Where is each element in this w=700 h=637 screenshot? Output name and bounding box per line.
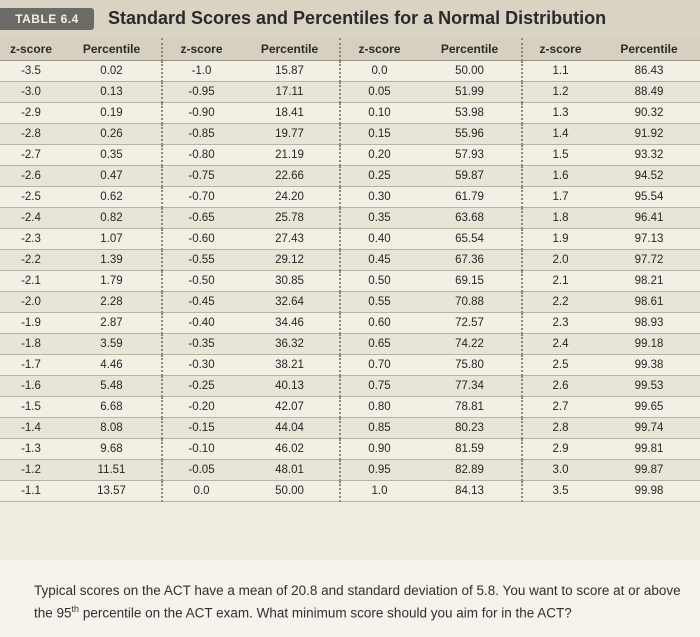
z-score-cell: 2.3 xyxy=(522,313,598,334)
table-row xyxy=(0,439,700,460)
percentile-cell: 0.47 xyxy=(62,166,162,187)
z-score-cell: 2.9 xyxy=(522,439,598,460)
table-row xyxy=(0,145,700,166)
table-row xyxy=(0,124,700,145)
z-score-cell: 2.6 xyxy=(522,376,598,397)
percentile-cell: 29.12 xyxy=(240,250,340,271)
percentile-cell: 1.79 xyxy=(62,271,162,292)
table-row xyxy=(0,481,700,502)
table-number-badge: TABLE 6.4 xyxy=(0,8,94,30)
table-row xyxy=(0,355,700,376)
z-score-cell: 0.65 xyxy=(340,334,418,355)
question-superscript: th xyxy=(71,604,80,614)
percentile-header: Percentile xyxy=(418,38,522,61)
percentile-cell: 38.21 xyxy=(240,355,340,376)
z-score-cell: 0.25 xyxy=(340,166,418,187)
percentile-cell: 86.43 xyxy=(598,61,700,82)
percentile-cell: 82.89 xyxy=(418,460,522,481)
z-score-cell: -2.7 xyxy=(0,145,62,166)
percentile-cell: 99.38 xyxy=(598,355,700,376)
z-score-cell: 2.4 xyxy=(522,334,598,355)
z-score-header: z-score xyxy=(522,38,598,61)
table-title: Standard Scores and Percentiles for a Normal Distribution xyxy=(108,8,607,28)
z-score-cell: -3.5 xyxy=(0,61,62,82)
z-score-cell: -1.6 xyxy=(0,376,62,397)
table-row xyxy=(0,187,700,208)
percentile-cell: 98.93 xyxy=(598,313,700,334)
percentile-cell: 98.61 xyxy=(598,292,700,313)
percentile-cell: 65.54 xyxy=(418,229,522,250)
percentile-header: Percentile xyxy=(240,38,340,61)
z-score-cell: -0.45 xyxy=(162,292,240,313)
z-score-cell: -2.4 xyxy=(0,208,62,229)
percentile-cell: 11.51 xyxy=(62,460,162,481)
table-row xyxy=(0,292,700,313)
percentile-cell: 55.96 xyxy=(418,124,522,145)
z-score-cell: -2.5 xyxy=(0,187,62,208)
z-score-cell: 2.0 xyxy=(522,250,598,271)
percentile-cell: 13.57 xyxy=(62,481,162,502)
percentile-cell: 0.19 xyxy=(62,103,162,124)
z-score-cell: 0.35 xyxy=(340,208,418,229)
z-score-cell: -2.8 xyxy=(0,124,62,145)
z-score-cell: 0.70 xyxy=(340,355,418,376)
percentile-cell: 0.82 xyxy=(62,208,162,229)
percentile-cell: 99.87 xyxy=(598,460,700,481)
z-score-cell: -0.75 xyxy=(162,166,240,187)
percentile-cell: 93.32 xyxy=(598,145,700,166)
percentile-cell: 99.81 xyxy=(598,439,700,460)
table-row xyxy=(0,61,700,82)
percentile-cell: 25.78 xyxy=(240,208,340,229)
percentile-cell: 67.36 xyxy=(418,250,522,271)
z-score-cell: -1.3 xyxy=(0,439,62,460)
normal-distribution-table xyxy=(0,38,700,502)
z-score-cell: -2.0 xyxy=(0,292,62,313)
z-score-cell: -0.90 xyxy=(162,103,240,124)
percentile-cell: 77.34 xyxy=(418,376,522,397)
z-score-cell: -2.1 xyxy=(0,271,62,292)
question-area xyxy=(0,560,700,637)
z-score-cell: 3.5 xyxy=(522,481,598,502)
z-score-cell: -0.70 xyxy=(162,187,240,208)
table-row xyxy=(0,250,700,271)
z-score-cell: 1.1 xyxy=(522,61,598,82)
percentile-cell: 21.19 xyxy=(240,145,340,166)
z-score-cell: 0.55 xyxy=(340,292,418,313)
z-score-cell: 0.05 xyxy=(340,82,418,103)
percentile-cell: 78.81 xyxy=(418,397,522,418)
percentile-cell: 61.79 xyxy=(418,187,522,208)
percentile-cell: 5.48 xyxy=(62,376,162,397)
column-header-row xyxy=(0,38,700,61)
z-score-cell: 1.7 xyxy=(522,187,598,208)
z-score-cell: -0.40 xyxy=(162,313,240,334)
percentile-cell: 59.87 xyxy=(418,166,522,187)
z-score-header: z-score xyxy=(0,38,62,61)
percentile-cell: 57.93 xyxy=(418,145,522,166)
z-score-cell: 1.5 xyxy=(522,145,598,166)
percentile-header: Percentile xyxy=(598,38,700,61)
percentile-cell: 0.13 xyxy=(62,82,162,103)
z-score-cell: -1.9 xyxy=(0,313,62,334)
percentile-cell: 51.99 xyxy=(418,82,522,103)
percentile-cell: 2.28 xyxy=(62,292,162,313)
percentile-cell: 90.32 xyxy=(598,103,700,124)
percentile-cell: 80.23 xyxy=(418,418,522,439)
z-score-cell: -0.50 xyxy=(162,271,240,292)
table-row xyxy=(0,166,700,187)
z-score-cell: 0.60 xyxy=(340,313,418,334)
table-container xyxy=(0,38,700,560)
percentile-cell: 46.02 xyxy=(240,439,340,460)
table-row xyxy=(0,82,700,103)
z-score-cell: -0.85 xyxy=(162,124,240,145)
z-score-cell: 0.40 xyxy=(340,229,418,250)
z-score-cell: 2.2 xyxy=(522,292,598,313)
z-score-cell: -1.0 xyxy=(162,61,240,82)
table-row xyxy=(0,376,700,397)
table-row xyxy=(0,103,700,124)
percentile-cell: 30.85 xyxy=(240,271,340,292)
percentile-cell: 72.57 xyxy=(418,313,522,334)
percentile-cell: 74.22 xyxy=(418,334,522,355)
table-row xyxy=(0,271,700,292)
z-score-cell: -0.05 xyxy=(162,460,240,481)
z-score-cell: 0.30 xyxy=(340,187,418,208)
percentile-cell: 97.72 xyxy=(598,250,700,271)
z-score-cell: -0.25 xyxy=(162,376,240,397)
z-score-cell: 0.50 xyxy=(340,271,418,292)
percentile-cell: 6.68 xyxy=(62,397,162,418)
percentile-cell: 2.87 xyxy=(62,313,162,334)
percentile-cell: 44.04 xyxy=(240,418,340,439)
z-score-cell: 1.4 xyxy=(522,124,598,145)
percentile-cell: 95.54 xyxy=(598,187,700,208)
table-row xyxy=(0,418,700,439)
z-score-cell: 0.0 xyxy=(340,61,418,82)
z-score-cell: -1.2 xyxy=(0,460,62,481)
percentile-cell: 81.59 xyxy=(418,439,522,460)
percentile-cell: 70.88 xyxy=(418,292,522,313)
percentile-cell: 0.26 xyxy=(62,124,162,145)
percentile-cell: 99.74 xyxy=(598,418,700,439)
z-score-cell: -3.0 xyxy=(0,82,62,103)
z-score-cell: -2.3 xyxy=(0,229,62,250)
percentile-cell: 63.68 xyxy=(418,208,522,229)
z-score-cell: 1.3 xyxy=(522,103,598,124)
table-row xyxy=(0,229,700,250)
z-score-cell: 3.0 xyxy=(522,460,598,481)
z-score-cell: -0.65 xyxy=(162,208,240,229)
percentile-cell: 75.80 xyxy=(418,355,522,376)
percentile-cell: 88.49 xyxy=(598,82,700,103)
z-score-cell: 0.45 xyxy=(340,250,418,271)
percentile-cell: 1.39 xyxy=(62,250,162,271)
table-row xyxy=(0,460,700,481)
percentile-cell: 50.00 xyxy=(240,481,340,502)
percentile-cell: 48.01 xyxy=(240,460,340,481)
percentile-cell: 36.32 xyxy=(240,334,340,355)
z-score-cell: 1.6 xyxy=(522,166,598,187)
percentile-cell: 99.65 xyxy=(598,397,700,418)
z-score-cell: 0.85 xyxy=(340,418,418,439)
percentile-cell: 8.08 xyxy=(62,418,162,439)
percentile-cell: 96.41 xyxy=(598,208,700,229)
z-score-cell: -1.5 xyxy=(0,397,62,418)
z-score-header: z-score xyxy=(340,38,418,61)
percentile-cell: 18.41 xyxy=(240,103,340,124)
percentile-cell: 91.92 xyxy=(598,124,700,145)
percentile-cell: 3.59 xyxy=(62,334,162,355)
percentile-cell: 98.21 xyxy=(598,271,700,292)
percentile-cell: 24.20 xyxy=(240,187,340,208)
percentile-cell: 97.13 xyxy=(598,229,700,250)
table-body xyxy=(0,61,700,502)
z-score-cell: -0.30 xyxy=(162,355,240,376)
z-score-cell: 0.20 xyxy=(340,145,418,166)
z-score-cell: 1.8 xyxy=(522,208,598,229)
z-score-header: z-score xyxy=(162,38,240,61)
z-score-cell: -1.7 xyxy=(0,355,62,376)
percentile-cell: 4.46 xyxy=(62,355,162,376)
z-score-cell: 0.90 xyxy=(340,439,418,460)
z-score-cell: 0.75 xyxy=(340,376,418,397)
z-score-cell: 2.1 xyxy=(522,271,598,292)
z-score-cell: -0.15 xyxy=(162,418,240,439)
z-score-cell: 1.9 xyxy=(522,229,598,250)
z-score-cell: -1.4 xyxy=(0,418,62,439)
percentile-cell: 0.02 xyxy=(62,61,162,82)
z-score-cell: -0.95 xyxy=(162,82,240,103)
percentile-cell: 0.62 xyxy=(62,187,162,208)
table-row xyxy=(0,313,700,334)
z-score-cell: -2.6 xyxy=(0,166,62,187)
percentile-cell: 42.07 xyxy=(240,397,340,418)
percentile-cell: 22.66 xyxy=(240,166,340,187)
z-score-cell: -0.35 xyxy=(162,334,240,355)
question-part-1: Typical scores on the ACT have a mean of 20.8 and standard deviation of 5.8. You want to score at or above the 95 xyxy=(34,583,681,621)
z-score-cell: -0.80 xyxy=(162,145,240,166)
percentile-cell: 99.53 xyxy=(598,376,700,397)
percentile-cell: 84.13 xyxy=(418,481,522,502)
z-score-cell: -1.1 xyxy=(0,481,62,502)
percentile-cell: 69.15 xyxy=(418,271,522,292)
z-score-cell: 0.15 xyxy=(340,124,418,145)
percentile-cell: 0.35 xyxy=(62,145,162,166)
z-score-cell: 0.95 xyxy=(340,460,418,481)
percentile-cell: 99.98 xyxy=(598,481,700,502)
z-score-cell: 2.5 xyxy=(522,355,598,376)
z-score-cell: -2.2 xyxy=(0,250,62,271)
question-part-2: percentile on the ACT exam. What minimum score should you aim for in the ACT? xyxy=(79,605,572,621)
percentile-cell: 34.46 xyxy=(240,313,340,334)
z-score-cell: -2.9 xyxy=(0,103,62,124)
percentile-header: Percentile xyxy=(62,38,162,61)
percentile-cell: 19.77 xyxy=(240,124,340,145)
question-text xyxy=(34,582,684,623)
percentile-cell: 32.64 xyxy=(240,292,340,313)
percentile-cell: 99.18 xyxy=(598,334,700,355)
z-score-cell: -0.60 xyxy=(162,229,240,250)
z-score-cell: 0.0 xyxy=(162,481,240,502)
percentile-cell: 94.52 xyxy=(598,166,700,187)
percentile-cell: 53.98 xyxy=(418,103,522,124)
z-score-cell: -0.55 xyxy=(162,250,240,271)
percentile-cell: 17.11 xyxy=(240,82,340,103)
table-row xyxy=(0,397,700,418)
table-header-bar xyxy=(0,0,700,38)
percentile-cell: 1.07 xyxy=(62,229,162,250)
percentile-cell: 27.43 xyxy=(240,229,340,250)
table-row xyxy=(0,334,700,355)
percentile-cell: 15.87 xyxy=(240,61,340,82)
z-score-cell: 1.0 xyxy=(340,481,418,502)
z-score-cell: -1.8 xyxy=(0,334,62,355)
z-score-cell: -0.10 xyxy=(162,439,240,460)
z-score-cell: 0.80 xyxy=(340,397,418,418)
z-score-cell: 0.10 xyxy=(340,103,418,124)
z-score-cell: 2.8 xyxy=(522,418,598,439)
z-score-cell: 2.7 xyxy=(522,397,598,418)
z-score-cell: -0.20 xyxy=(162,397,240,418)
percentile-cell: 40.13 xyxy=(240,376,340,397)
percentile-cell: 9.68 xyxy=(62,439,162,460)
table-row xyxy=(0,208,700,229)
z-score-cell: 1.2 xyxy=(522,82,598,103)
percentile-cell: 50.00 xyxy=(418,61,522,82)
